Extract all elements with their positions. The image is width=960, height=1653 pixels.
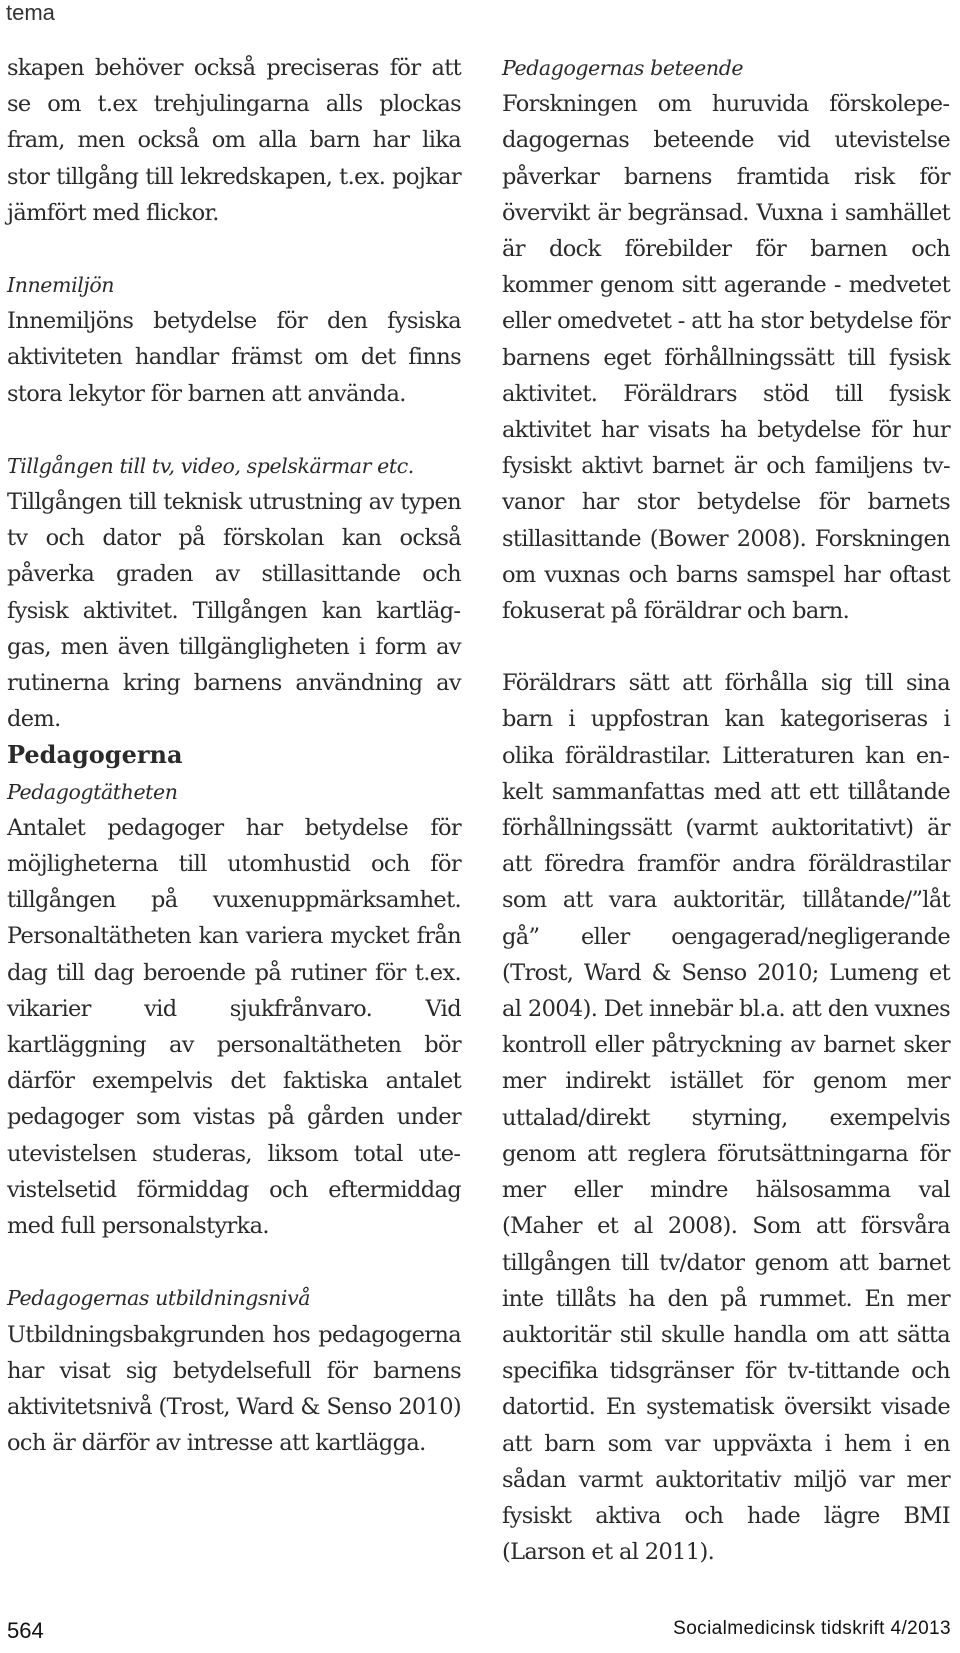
beteende-paragraph: Forskningen om huruvida förskolepedagogernas beteende vid utevistelse påverkar barnens framtida risk för övervikt är begränsad. Vuxna i samhället är dock förebilder för barnen och kommer genom sitt agerande - medvetet eller omedvetet - att ha stor betydelse för barnens eget förhållningssätt till fysisk aktivitet. Föräldrars stöd till fysisk aktivitet har visats ha betydelse för hur fysiskt aktivt barnet är och familjens tv-vanor har stor betydelse för barnets stillasittande (Bower 2008). Forskningen om vuxnas och barns samspel har oftast fokuserat på föräldrar och barn. <box>502 91 950 625</box>
right-column <box>502 50 950 1570</box>
pedagogtatheten-paragraph: Antalet pedagoger har betydelse för möjligheterna till utomhustid och för tillgången på vuxenuppmärksamhet. Personaltätheten kan variera mycket från dag till dag beroende på rutiner för t.ex. vikarier vid sjukfrånvaro. Vid kartläggning av personaltätheten bör därför exempelvis det faktiska antalet pedagoger som vistas på gården under utevistelsen studeras, liksom total utevistelsetid förmiddag och eftermiddag med full personalstyrka. <box>7 814 461 1240</box>
spacer <box>7 412 461 448</box>
section-heading-pedagogerna: Pedagogerna <box>7 740 183 770</box>
spacer <box>7 1244 461 1280</box>
subheading-pedagogtatheten: Pedagogtätheten <box>7 779 178 804</box>
subheading-innemiljon: Innemiljön <box>7 273 115 298</box>
left-column <box>7 50 461 1461</box>
spacer <box>7 231 461 267</box>
utbildningsniva-paragraph: Utbildningsbakgrunden hos pedagogerna har visat sig betydelsefull för barnens aktivitetsnivå (Trost, Ward & Senso 2010) och är därför av intresse att kartlägga. <box>7 1321 461 1457</box>
subheading-beteende: Pedagogernas beteende <box>502 56 744 80</box>
subheading-utbildningsniva: Pedagogernas utbildningsnivå <box>7 1286 311 1311</box>
innemiljon-paragraph: Innemiljöns betydelse för den fysiska aktiviteten handlar främst om det finns stora lekytor för barnen att använda. <box>7 308 461 407</box>
foraldrar-paragraph: Föräldrars sätt att förhålla sig till sina barn i uppfostran kan kategoriseras i olika föräldrastilar. Litteraturen kan enkelt sammanfattas med att ett tillåtande förhållningssätt (varmt auktoritativt) är att föredra framför andra föräldrastilar som att vara auktoritär, tillåtande/”låt gå” eller oengagerad/negligerande (Trost, Ward & Senso 2010; Lumeng et al 2004). Det innebär bl.a. att den vuxnes kontroll eller påtryckning av barnet sker mer indirekt istället för genom mer uttalad/direkt styrning, exempelvis genom att reglera förutsättningarna för mer eller mindre hälsosamma val (Maher et al 2008). Som att försvåra tillgången till tv/dator genom att barnet inte tillåts ha den på rummet. En mer auktoritär stil skulle handla om att sätta specifika tidsgränser för tv-tittande och datortid. En systematisk översikt visade att barn som var uppväxta i hem i en sådan varmt auktoritativ miljö var mer fysiskt aktiva och hade lägre BMI (Larson et al 2011). <box>502 670 950 1566</box>
tillgangen-paragraph: Tillgången till teknisk utrustning av typen tv och dator på förskolan kan också påverka graden av stillasittande och fysisk aktivitet. Tillgången kan kartläggas, men även tillgängligheten i form av rutinerna kring barnens användning av dem. <box>7 489 461 733</box>
journal-name: Socialmedicinsk tidskrift 4/2013 <box>673 1618 951 1639</box>
intro-paragraph: skapen behöver också preciseras för att se om t.ex trehjulingarna alls plockas fram, men också om alla barn har lika stor tillgång till lekredskapen, t.ex. pojkar jämfört med flickor. <box>7 55 461 226</box>
section-label: tema <box>6 0 55 25</box>
spacer <box>502 629 950 665</box>
subheading-tillgangen: Tillgången till tv, video, spelskärmar etc. <box>7 453 414 478</box>
page-number: 564 <box>7 1618 44 1643</box>
